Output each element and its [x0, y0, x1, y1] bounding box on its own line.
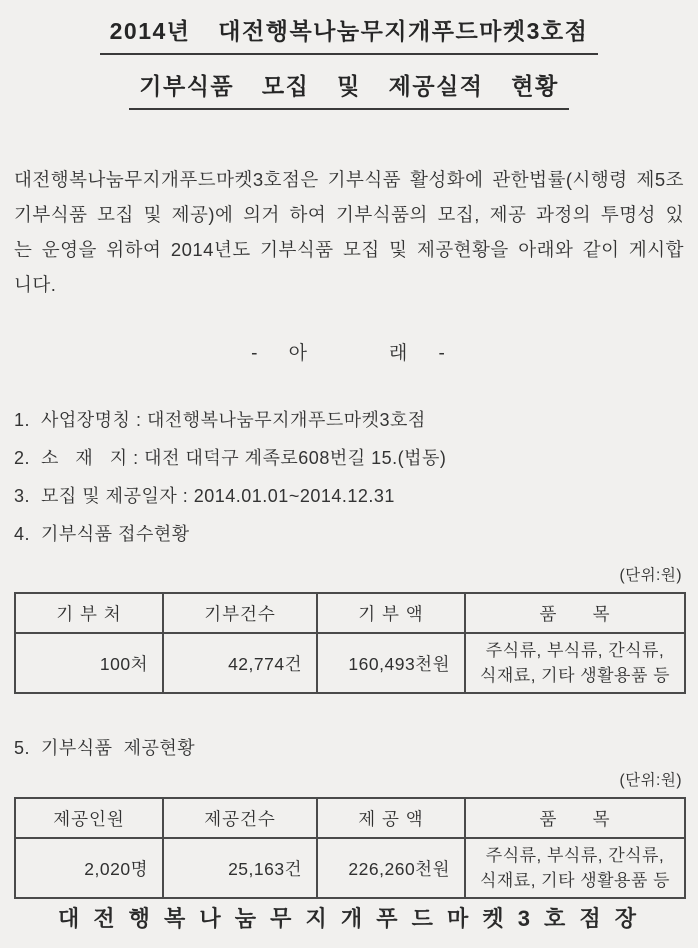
- document-title-line2: 기부식품 모집 및 제공실적 현황: [129, 68, 568, 110]
- provision-items-line1: 주식류, 부식류, 간식류,: [485, 846, 665, 865]
- intro-paragraph: [14, 162, 684, 302]
- document-title-line1: 2014년 대전행복나눔무지개푸드마켓3호점: [100, 13, 599, 55]
- donation-provision-table: [14, 797, 686, 899]
- info-list: [14, 401, 684, 553]
- receipt-header-count: 기부건수: [163, 593, 317, 633]
- receipt-donors-value: 100처: [15, 633, 163, 693]
- provision-count-value: 25,163건: [163, 838, 317, 898]
- donation-receipt-table: [14, 592, 686, 694]
- provision-table-data-row: [15, 838, 685, 898]
- receipt-header-items: 품 목: [465, 593, 685, 633]
- receipt-items-line1: 주식류, 부식류, 간식류,: [485, 641, 665, 660]
- receipt-table-data-row: [15, 633, 685, 693]
- provision-header-amount: 제 공 액: [317, 798, 465, 838]
- signature-line: 대 전 행 복 나 눔 무 지 개 푸 드 마 켓 3 호 점 장: [57, 906, 641, 931]
- intro-line-3: 는 운영을 위하여 2014년도 기부식품 모집 및 제공현황을 아래와 같이 게시합: [14, 239, 684, 260]
- provision-items-value: [465, 838, 685, 898]
- receipt-header-donor: 기 부 처: [15, 593, 163, 633]
- list-item-period: 3. 모집 및 제공일자 : 2014.01.01~2014.12.31: [14, 486, 395, 506]
- provision-table-header-row: [15, 798, 685, 838]
- receipt-items-line2: 식재료, 기타 생활용품 등: [479, 666, 671, 685]
- below-divider-label: - 아 래 -: [251, 343, 447, 364]
- list-item-address: 2. 소 재 지 : 대전 대덕구 계족로608번길 15.(법동): [14, 448, 447, 468]
- provision-amount-value: 226,260천원: [317, 838, 465, 898]
- provision-header-people: 제공인원: [15, 798, 163, 838]
- title-block: [14, 13, 684, 110]
- provision-people-value: 2,020명: [15, 838, 163, 898]
- intro-line-1: 대전행복나눔무지개푸드마켓3호점은 기부식품 활성화에 관한법률(시행령 제5조: [14, 169, 684, 190]
- unit-label-receipt: (단위:원): [619, 567, 682, 584]
- receipt-amount-value: 160,493천원: [317, 633, 465, 693]
- receipt-header-amount: 기 부 액: [317, 593, 465, 633]
- section5-title: 5. 기부식품 제공현황: [14, 738, 196, 758]
- unit-label-provision: (단위:원): [619, 772, 682, 789]
- intro-line-2: 기부식품 모집 및 제공)에 의거 하여 기부식품의 모집, 제공 과정의 투명성 있: [14, 204, 684, 225]
- list-item-receipt-status: 4. 기부식품 접수현황: [14, 524, 190, 544]
- receipt-table-header-row: [15, 593, 685, 633]
- list-item-business-name: 1. 사업장명칭 : 대전행복나눔무지개푸드마켓3호점: [14, 410, 426, 430]
- scanned-notice-document: [0, 13, 698, 899]
- provision-header-items: 품 목: [465, 798, 685, 838]
- receipt-count-value: 42,774건: [163, 633, 317, 693]
- intro-line-4: 니다.: [14, 274, 57, 295]
- provision-header-count: 제공건수: [163, 798, 317, 838]
- receipt-items-value: [465, 633, 685, 693]
- provision-items-line2: 식재료, 기타 생활용품 등: [479, 871, 671, 890]
